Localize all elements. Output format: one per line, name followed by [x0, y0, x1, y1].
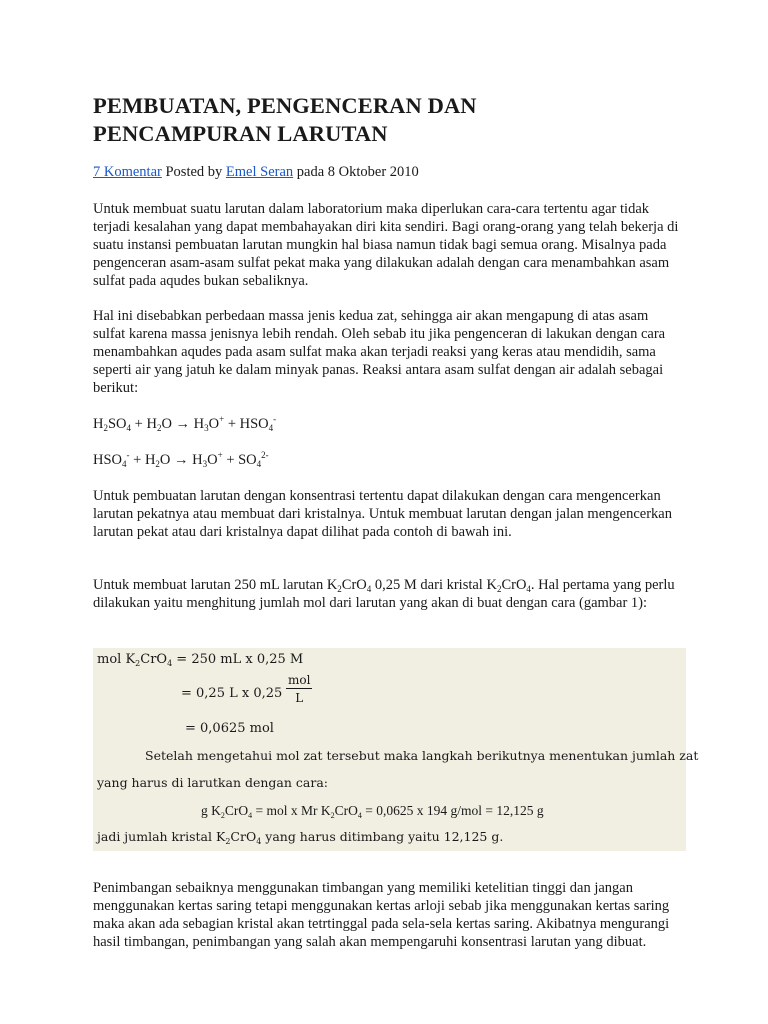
article-title [93, 92, 693, 148]
figure-line-1: mol $K_2CrO_4 = 250$ mL x 0,25 M [97, 652, 304, 668]
paragraph-intro: Untuk membuat suatu larutan dalam laboratorium maka diperlukan cara-cara tertentu agar tidak terjadi kesalahan yang dapat membahayakan diri kita sendiri. Bagi orang-orang yang telah bekerja di suatu instansi pembuatan larutan mungkin hal biasa namun tidak bagi semua orang. Misalnya pada pengenceran asam-asam sulfat pekat maka yang dilakukan adalah dengan cara menambahkan asam sulfat pada aqudes bukan sebaliknya. [93, 201, 679, 289]
calculation-figure [93, 648, 699, 851]
title-line-2: PENCAMPURAN LARUTAN [93, 121, 388, 146]
figure-line-2: = 0,25 L x 0,25 [181, 686, 283, 701]
figure-text-b: yang harus di larutkan dengan cara: [97, 775, 328, 790]
figure-result: jadi jumlah kristal $K_2CrO_4$ yang harus ditimbang yaitu 12,125 g. [97, 829, 504, 846]
figure-calculation: g $K_2CrO_4$ = mol x Mr $K_2CrO_4 = 0,0625$ x 194 g/mol = 12,125 g [201, 803, 544, 820]
figure-line-3: = 0,0625 mol [185, 721, 274, 736]
comments-link[interactable]: 7 Komentar [93, 164, 162, 180]
author-link[interactable]: Emel Seran [225, 164, 294, 180]
paragraph-example: Untuk membuat larutan 250 mL larutan $K_2CrO_4$ 0,25 M dari kristal $K_2CrO_4$. Hal pertama yang perlu dilakukan yaitu menghitung jumlah mol dari larutan yang akan di buat dengan cara (gambar 1): [93, 577, 675, 611]
reaction-equation-1: $H_2SO_4 + H_2O \to H_3O^+ + HSO_4^-$ [93, 414, 277, 433]
figure-text-a: Setelah mengetahui mol zat tersebut maka langkah berikutnya menentukan jumlah zat [145, 748, 699, 763]
post-meta [93, 163, 419, 181]
reaction-equation-2: $HSO_4^- + H_2O \to H_3O^+ + SO_4^{2-}$ [93, 450, 269, 469]
paragraph-density: Hal ini disebabkan perbedaan massa jenis kedua zat, sehingga air akan mengapung di atas asam sulfat karena massa jenisnya lebih rendah. Oleh sebab itu jika pengenceran di lakukan dengan cara menambahkan aqudes pada asam sulfat maka akan terjadi reaksi yang keras atau mendidih, sama seperti air yang jatuh ke dalam minyak panas. Reaksi antara asam sulfat dengan air adalah sebagai berikut: [93, 308, 666, 396]
post-date: pada 8 Oktober 2010 [296, 164, 419, 180]
figure-fraction: mol L [288, 673, 311, 705]
paragraph-weighing: Penimbangan sebaiknya menggunakan timbangan yang memiliki ketelitian tinggi dan jangan menggunakan kertas saring tetapi menggunakan kertas arloji sebab jika menggunakan kertas saring maka akan ada sebagian kristal akan tetrtinggal pada sela-sela kertas saring. Akibatnya mengurangi hasil timbangan, penimbangan yang salah akan mempengaruhi konsentrasi larutan yang dibuat. [93, 880, 670, 950]
posted-by-text: Posted by [165, 164, 223, 180]
paragraph-concentration: Untuk pembuatan larutan dengan konsentrasi tertentu dapat dilakukan dengan cara mengencerkan larutan pekatnya atau membuat dari kristalnya. Untuk membuat larutan dengan jalan mengencerkan larutan pekat atau dari kristalnya dapat dilihat pada contoh di bawah ini. [93, 488, 672, 540]
title-line-1: PEMBUATAN, PENGENCERAN DAN [93, 93, 477, 118]
